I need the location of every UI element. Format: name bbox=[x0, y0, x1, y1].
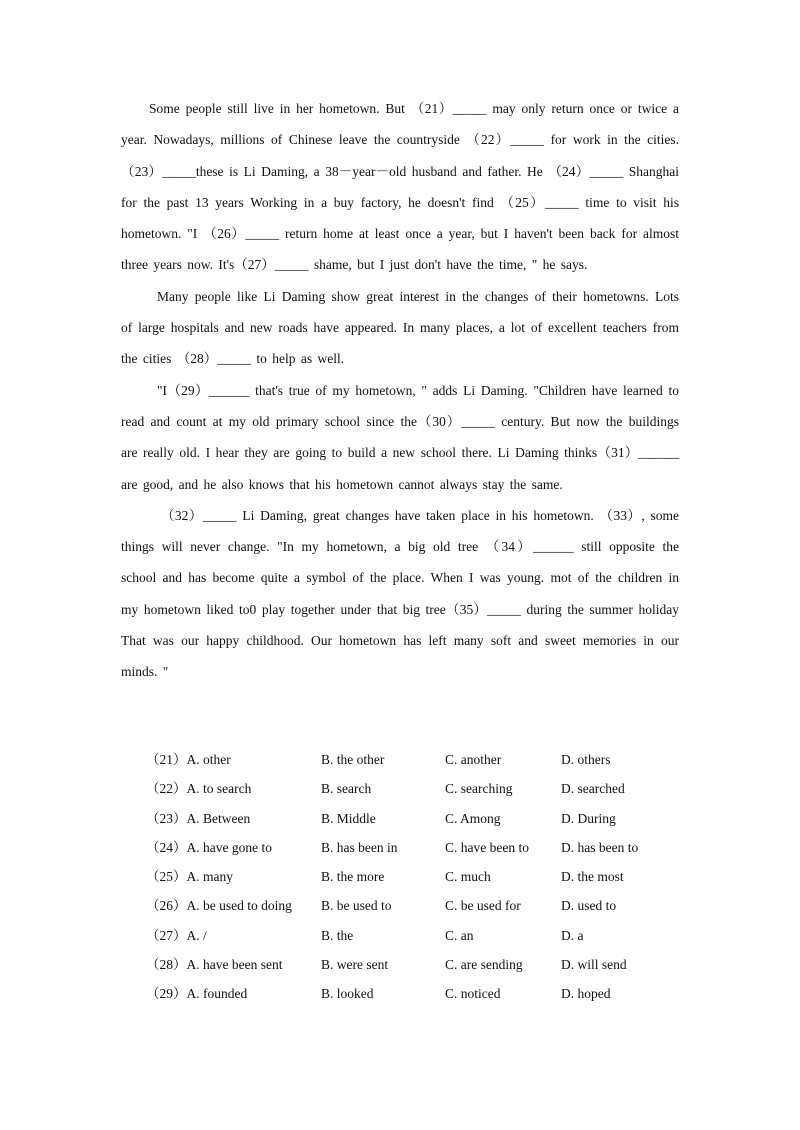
option-a-text: A. / bbox=[186, 927, 207, 943]
option-c: C. are sending bbox=[445, 957, 523, 973]
option-c: C. searching bbox=[445, 781, 513, 797]
option-b: B. the bbox=[321, 927, 354, 943]
option-a bbox=[146, 833, 272, 862]
question-number: （23） bbox=[146, 810, 187, 826]
option-b: B. Middle bbox=[321, 810, 376, 826]
option-b: B. the more bbox=[321, 869, 385, 885]
question-number: （27） bbox=[146, 927, 187, 943]
option-b: B. were sent bbox=[321, 957, 389, 973]
option-b: B. be used to bbox=[321, 898, 392, 914]
option-d: D. hoped bbox=[561, 986, 611, 1002]
option-b: B. has been in bbox=[321, 839, 398, 855]
option-d: D. has been to bbox=[561, 839, 639, 855]
option-b: B. looked bbox=[321, 986, 374, 1002]
paragraph-2: Many people like Li Daming show great interest in the changes of their hometowns. Lots of large hospitals and new roads have appeared. In many places, a lot of excellent teachers from the cities （28）_____ to help as well. bbox=[121, 288, 679, 367]
option-a-text: A. have been sent bbox=[186, 957, 283, 973]
option-a bbox=[146, 774, 251, 803]
option-c: C. have been to bbox=[445, 839, 529, 855]
option-a-text: A. Between bbox=[186, 810, 251, 826]
option-c: C. an bbox=[445, 927, 474, 943]
paragraph-4: （32）_____ Li Daming, great changes have taken place in his hometown. （33）, some things will never change. "In my hometown, a big old tree （34）______ still opposite the school and has become quite a symbol of the place. When I was young. mot of the children in my hometown liked to0 play together under that big tree（35）_____ during the summer holiday That was our happy childhood. Our hometown has left many soft and sweet memories in our minds. " bbox=[121, 507, 679, 680]
option-b: B. the other bbox=[321, 752, 385, 767]
option-a bbox=[146, 804, 250, 833]
reading-passage bbox=[121, 93, 679, 688]
question-number: （21） bbox=[146, 752, 187, 767]
option-a-text: A. be used to doing bbox=[186, 898, 292, 914]
paragraph-3: "I（29）______ that's true of my hometown, " adds Li Daming. "Children have learned to read and count at my old primary school since the（30）_____ century. But now the buildings are really old. I hear they are going to build a new school there. Li Daming thinks（31）______ are good, and he also knows that his hometown cannot always stay the same. bbox=[121, 382, 679, 492]
option-b: B. search bbox=[321, 781, 372, 797]
option-c: C. much bbox=[445, 869, 491, 885]
option-a bbox=[146, 921, 207, 950]
option-d: D. others bbox=[561, 752, 611, 767]
question-number: （24） bbox=[146, 839, 187, 855]
option-d: D. a bbox=[561, 927, 584, 943]
option-a-text: A. founded bbox=[186, 986, 248, 1002]
option-a bbox=[146, 745, 231, 774]
option-c: C. Among bbox=[445, 810, 501, 826]
question-number: （29） bbox=[146, 986, 187, 1002]
option-a bbox=[146, 979, 247, 1008]
option-a bbox=[146, 862, 233, 891]
option-a-text: A. many bbox=[186, 869, 233, 885]
option-a-text: A. other bbox=[186, 752, 231, 767]
option-c: C. another bbox=[445, 752, 502, 767]
option-d: D. searched bbox=[561, 781, 625, 797]
option-a-text: A. to search bbox=[186, 781, 252, 797]
option-d: D. will send bbox=[561, 957, 627, 973]
question-number: （22） bbox=[146, 781, 187, 797]
question-number: （25） bbox=[146, 869, 187, 885]
option-c: C. be used for bbox=[445, 898, 521, 914]
option-c: C. noticed bbox=[445, 986, 501, 1002]
question-number: （28） bbox=[146, 957, 187, 973]
option-a bbox=[146, 891, 292, 920]
option-d: D. the most bbox=[561, 869, 624, 885]
option-d: D. used to bbox=[561, 898, 617, 914]
question-number: （26） bbox=[146, 898, 187, 914]
option-a bbox=[146, 950, 282, 979]
option-a-text: A. have gone to bbox=[186, 839, 272, 855]
paragraph-1: Some people still live in her hometown. But （21）_____ may only return once or twice a year. Nowadays, millions of Chinese leave the countryside （22）_____ for work in the cities. （23）_____these is Li Daming, a 38－year－old husband and father. He （24）_____ Shanghai for the past 13 years Working in a buy factory, he doesn't find （25）_____ time to visit his hometown. "I （26）_____ return home at least once a year, but I haven't been back for almost three years now. It's（27）_____ shame, but I just don't have the time, " he says. bbox=[121, 101, 679, 273]
option-d: D. During bbox=[561, 810, 616, 826]
